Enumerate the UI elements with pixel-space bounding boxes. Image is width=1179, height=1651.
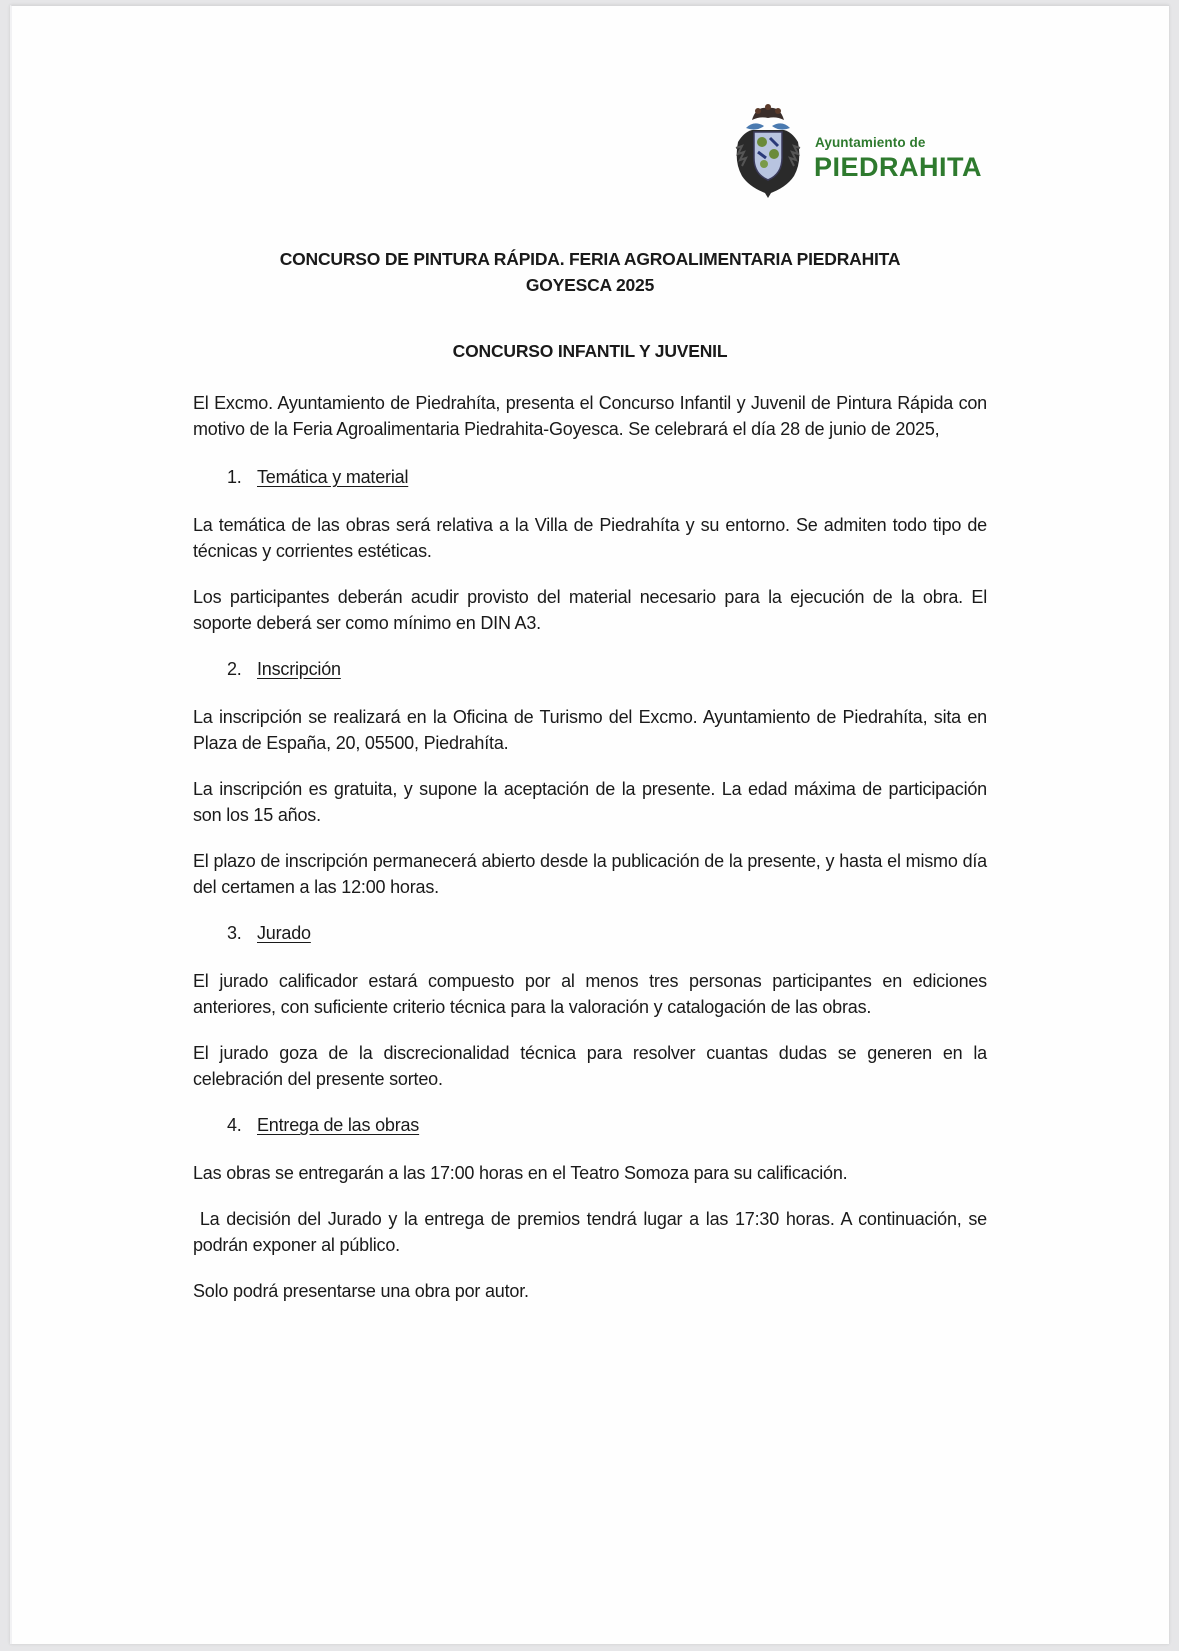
document-title bbox=[193, 246, 987, 298]
section-heading-tematica bbox=[193, 464, 987, 490]
section-title: Temática y material bbox=[257, 467, 409, 487]
title-line-1: CONCURSO DE PINTURA RÁPIDA. FERIA AGROALIMENTARIA PIEDRAHITA bbox=[279, 249, 901, 269]
paragraph: La temática de las obras será relativa a la Villa de Piedrahíta y su entorno. Se admiten todo tipo de técnicas y corrientes estéticas. bbox=[193, 515, 987, 561]
municipal-logo bbox=[732, 102, 992, 202]
paragraph: El jurado calificador estará compuesto por al menos tres personas participantes en ediciones anteriores, con suficiente criterio técnica para la valoración y catalogación de las obras. bbox=[193, 971, 987, 1017]
document-body bbox=[193, 246, 992, 1304]
paragraph: El jurado goza de la discrecionalidad técnica para resolver cuantas dudas se generen en la celebración del presente sorteo. bbox=[193, 1043, 987, 1089]
document-subtitle: CONCURSO INFANTIL Y JUVENIL bbox=[452, 341, 728, 361]
section-heading-jurado bbox=[193, 920, 987, 946]
logo-text-piedrahita: PIEDRAHITA bbox=[814, 152, 983, 182]
paragraph: Solo podrá presentarse una obra por autor. bbox=[193, 1281, 529, 1301]
paragraph: La inscripción es gratuita, y supone la aceptación de la presente. La edad máxima de participación son los 15 años. bbox=[193, 779, 987, 825]
section-number: 4. bbox=[227, 1115, 242, 1135]
coat-of-arms-icon bbox=[732, 102, 804, 198]
section-heading-entrega bbox=[193, 1112, 987, 1138]
title-line-2: GOYESCA 2025 bbox=[525, 275, 655, 295]
paragraph: Las obras se entregarán a las 17:00 horas en el Teatro Somoza para su calificación. bbox=[193, 1163, 848, 1183]
section-heading-inscripcion bbox=[193, 656, 987, 682]
intro-paragraph: El Excmo. Ayuntamiento de Piedrahíta, presenta el Concurso Infantil y Juvenil de Pintura Rápida con motivo de la Feria Agroalimentaria Piedrahita-Goyesca. Se celebrará el día 28 de junio de 2025, bbox=[193, 393, 987, 439]
paragraph: El plazo de inscripción permanecerá abierto desde la publicación de la presente, y hasta el mismo día del certamen a las 12:00 horas. bbox=[193, 851, 987, 897]
document-page bbox=[10, 5, 1169, 1644]
section-number: 3. bbox=[227, 923, 242, 943]
section-title: Entrega de las obras bbox=[257, 1115, 420, 1135]
paragraph: La inscripción se realizará en la Oficina de Turismo del Excmo. Ayuntamiento de Piedrahíta, sita en Plaza de España, 20, 05500, Piedrahíta. bbox=[193, 707, 987, 753]
section-title: Inscripción bbox=[257, 659, 341, 679]
section-number: 2. bbox=[227, 659, 242, 679]
section-number: 1. bbox=[227, 467, 242, 487]
paragraph: Los participantes deberán acudir provisto del material necesario para la ejecución de la obra. El soporte deberá ser como mínimo en DIN A3. bbox=[193, 587, 987, 633]
logo-text-ayuntamiento: Ayuntamiento de bbox=[815, 135, 926, 150]
section-title: Jurado bbox=[257, 923, 311, 943]
paragraph: La decisión del Jurado y la entrega de premios tendrá lugar a las 17:30 horas. A continuación, se podrán exponer al público. bbox=[193, 1209, 992, 1255]
